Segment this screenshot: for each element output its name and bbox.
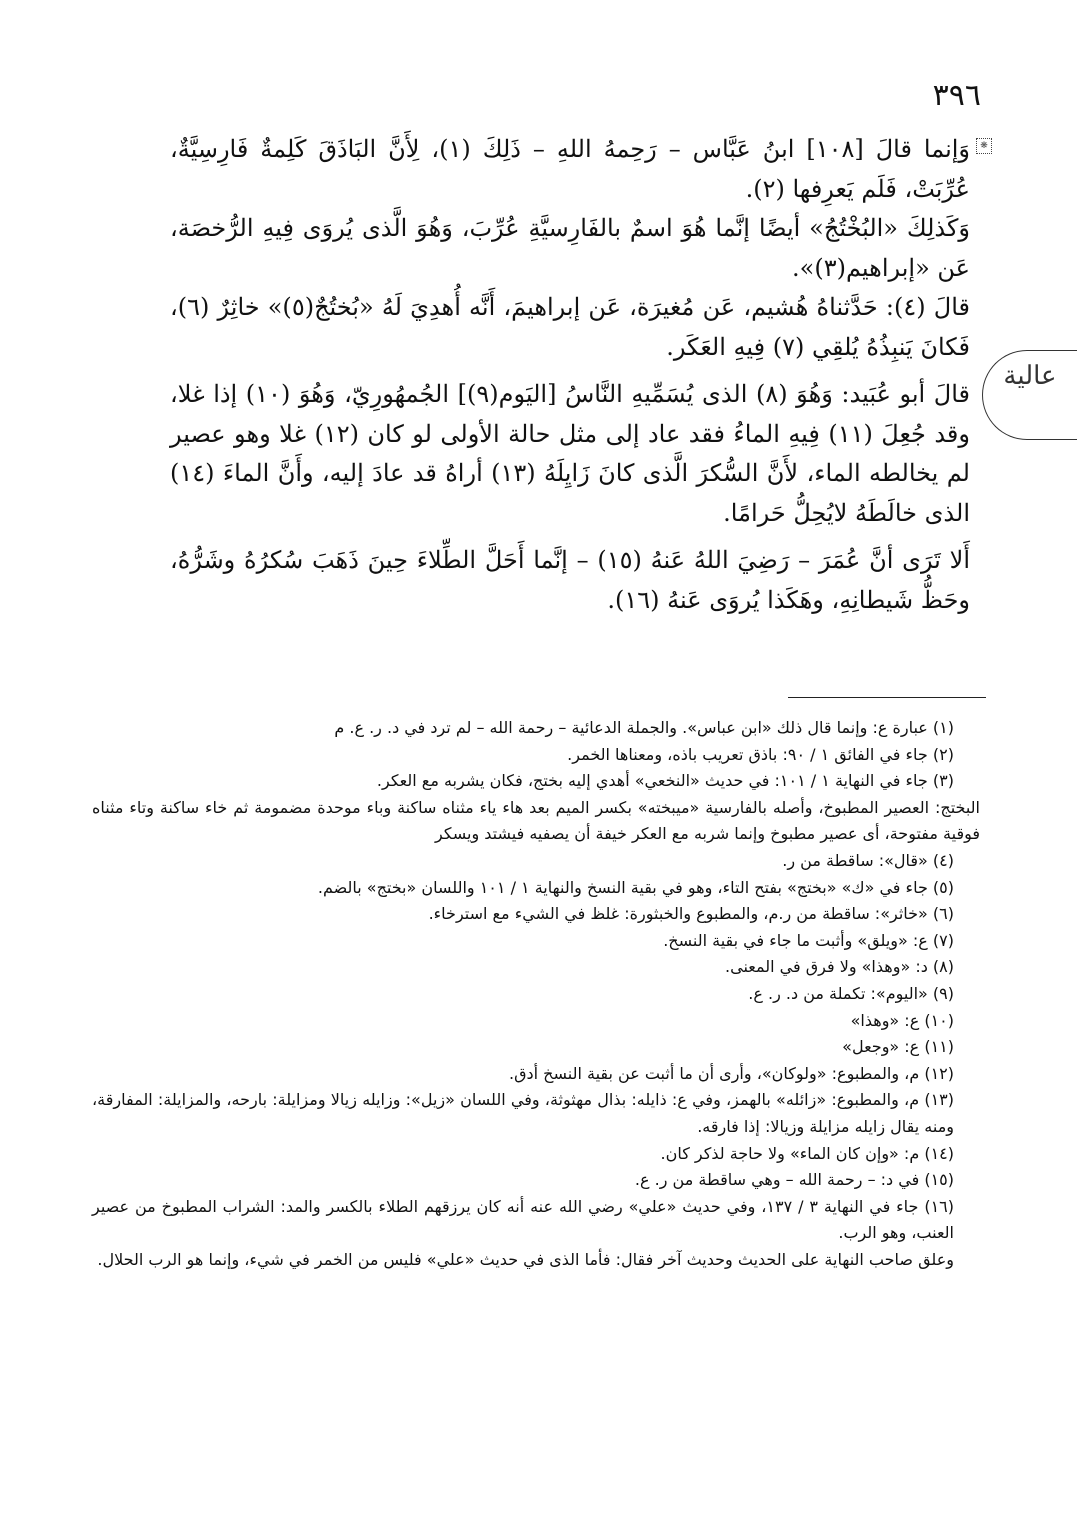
footnote: (٦) «خاثر»: ساقطة من ر.م، والمطبوع والخبثورة: غلظ في الشيء مع استرخاء. (428, 904, 954, 924)
main-paragraph: قالَ (٤): حَدَّثناهُ هُشيم، عَن مُغيرَة، عَن إبراهيمَ، أَنَّه أُهدِيَ لَهُ «بُختُجٌ(٥)» خاثِرٌ (٦)، فَكانَ يَنبِذُهُ يُلقِي (٧) فِيهِ العَكَر. (170, 293, 970, 361)
footnote: (١٢) م، والمطبوع: «ولوكان»، وأرى أن ما أثبت عن بقية النسخ أدق. (509, 1063, 954, 1083)
footnote: (١١) ع: «وجعل» (842, 1037, 954, 1057)
footnote: (٨) د: «وهذا» ولا فرق في المعنى. (725, 957, 954, 977)
footnote-continuation: البختج: العصير المطبوخ، وأصله بالفارسية «ميبخته» بكسر الميم بعد هاء ياء مثناه ساكنة وباء موحدة مضمومة ثم خاء ساكنة وتاء مثناه فوقية مفتوحة، أى عصير مطبوخ وإنما شربه مع العكر خيفة أن يصفيه فيشتد ويسكر (92, 797, 980, 844)
main-paragraph: قالَ أبو عُبَيد: وَهُوَ (٨) الذى يُسَمِّيهِ النَّاسُ [اليَوم(٩)] الجُمهُورِيّ، وَهُوَ (١٠) إذا غلا، وقد جُعِلَ (١١) فِيهِ الماءُ فقد عاد إلى مثل حالة الأولى لو كان (١٢) غلا وهو عصير لم يخالطه الماء، لأَنَّ السُّكرَ الَّذى كانَ زَايِلَهُ (١٣) أراهُ قد عادَ إليه، وأَنَّ الماءَ (١٤) الذى خالَطَهُ لايُحِلُّ حَرامًا. (170, 380, 971, 527)
footnote: (١٠) ع: «وهذا» (850, 1010, 954, 1030)
footnote: (١٥) في د: – رحمة الله – وهي ساقطة من ر. ع. (634, 1170, 954, 1190)
main-paragraph: وَكَذلِكَ «البُخْتُجُ» أيضًا إنَّما هُوَ اسمٌ بالفَارِسيَّةِ عُرِّبَ، وَهُوَ الَّذى يُروَى فِيهِ الرُّخصَة، عَن «إبراهيم(٣)». (170, 214, 970, 282)
main-paragraph: وَإنما قالَ [١٠٨] ابنُ عَبَّاس – رَحِمهُ اللهِ – ذَلِكَ (١)، لِأَنَّ البَاذَقَ كَلِمةٌ فَارِسِيَّةٌ، عُرِّبَتْ، فَلَم يَعرِفها (٢). (170, 135, 971, 203)
footnote: (٥) جاء في «ك» «بختج» بفتح التاء، وهو في بقية النسخ والنهاية ١ / ١٠١ واللسان «بختج» بالضم. (317, 877, 954, 897)
footnote: (١٦) جاء في النهاية ٣ / ١٣٧، وفي حديث «علي» رضي الله عنه أنه كان يرزقهم الطلاء بالكسر والمد: الشراب المطبوخ من عصير العنب، وهو الرب. (92, 1196, 954, 1243)
handwritten-margin-note: عالية (982, 350, 1077, 440)
footnote: (١) عبارة ع: وإنما قال ذلك «ابن عباس». والجملة الدعائية – رحمة الله – لم ترد في د. ر. ع. م (334, 718, 954, 737)
footnote: (٤) «قال»: ساقطة من ر. (782, 850, 954, 870)
footnote: (٩) «اليوم»: تكملة من د. ر. ع. (748, 983, 954, 1003)
corner-mark: ❋ (976, 138, 992, 154)
main-text-body (170, 130, 970, 620)
page-number: ٣٩٦ (932, 78, 981, 113)
footnote: (٣) جاء في النهاية ١ / ١٠١: في حديث «النخعي» أهدي إليه بختج، فكان يشربه مع العكر. (376, 771, 954, 791)
main-paragraph: أَلا تَرَى أنَّ عُمَرَ – رَضِيَ اللهُ عَنهُ (١٥) – إنَّما أَحَلَّ الطِّلاءَ حِينَ ذَهَبَ سُكرُهُ وشَرُّهُ، وحَظُّ شَيطانِهِ، وهَكَذا يُروَى عَنهُ (١٦). (170, 546, 970, 614)
footnote: (٧) ع: «ويلق» وأثبت ما جاء في بقية النسخ. (663, 930, 954, 950)
footnote: (٢) جاء في الفائق ١ / ٩٠: باذق تعريب باذه، ومعناها الخمر. (567, 744, 954, 764)
footnote-divider (788, 697, 986, 698)
footnote: (١٤) م: «وإن كان الماء» ولا حاجة لذكر كان. (660, 1143, 954, 1163)
footnote: (١٣) م، والمطبوع: «زائله» بالهمز، وفي ع: ذايله: بذال مهثوثة، وفي اللسان «زيل»: وزايله زيالا ومزايلة: بارحه، والمزايلة: المفارقة، ومنه يقال زايله مزايلة وزيالا: إذا فارقه. (92, 1090, 954, 1136)
footnote-continuation: وعلق صاحب النهاية على الحديث وحديث آخر فقال: فأما الذى في حديث «علي» فليس من الخمر في شيء، وإنما هو الرب الحلال. (97, 1249, 954, 1269)
footnotes-section (92, 715, 980, 1273)
